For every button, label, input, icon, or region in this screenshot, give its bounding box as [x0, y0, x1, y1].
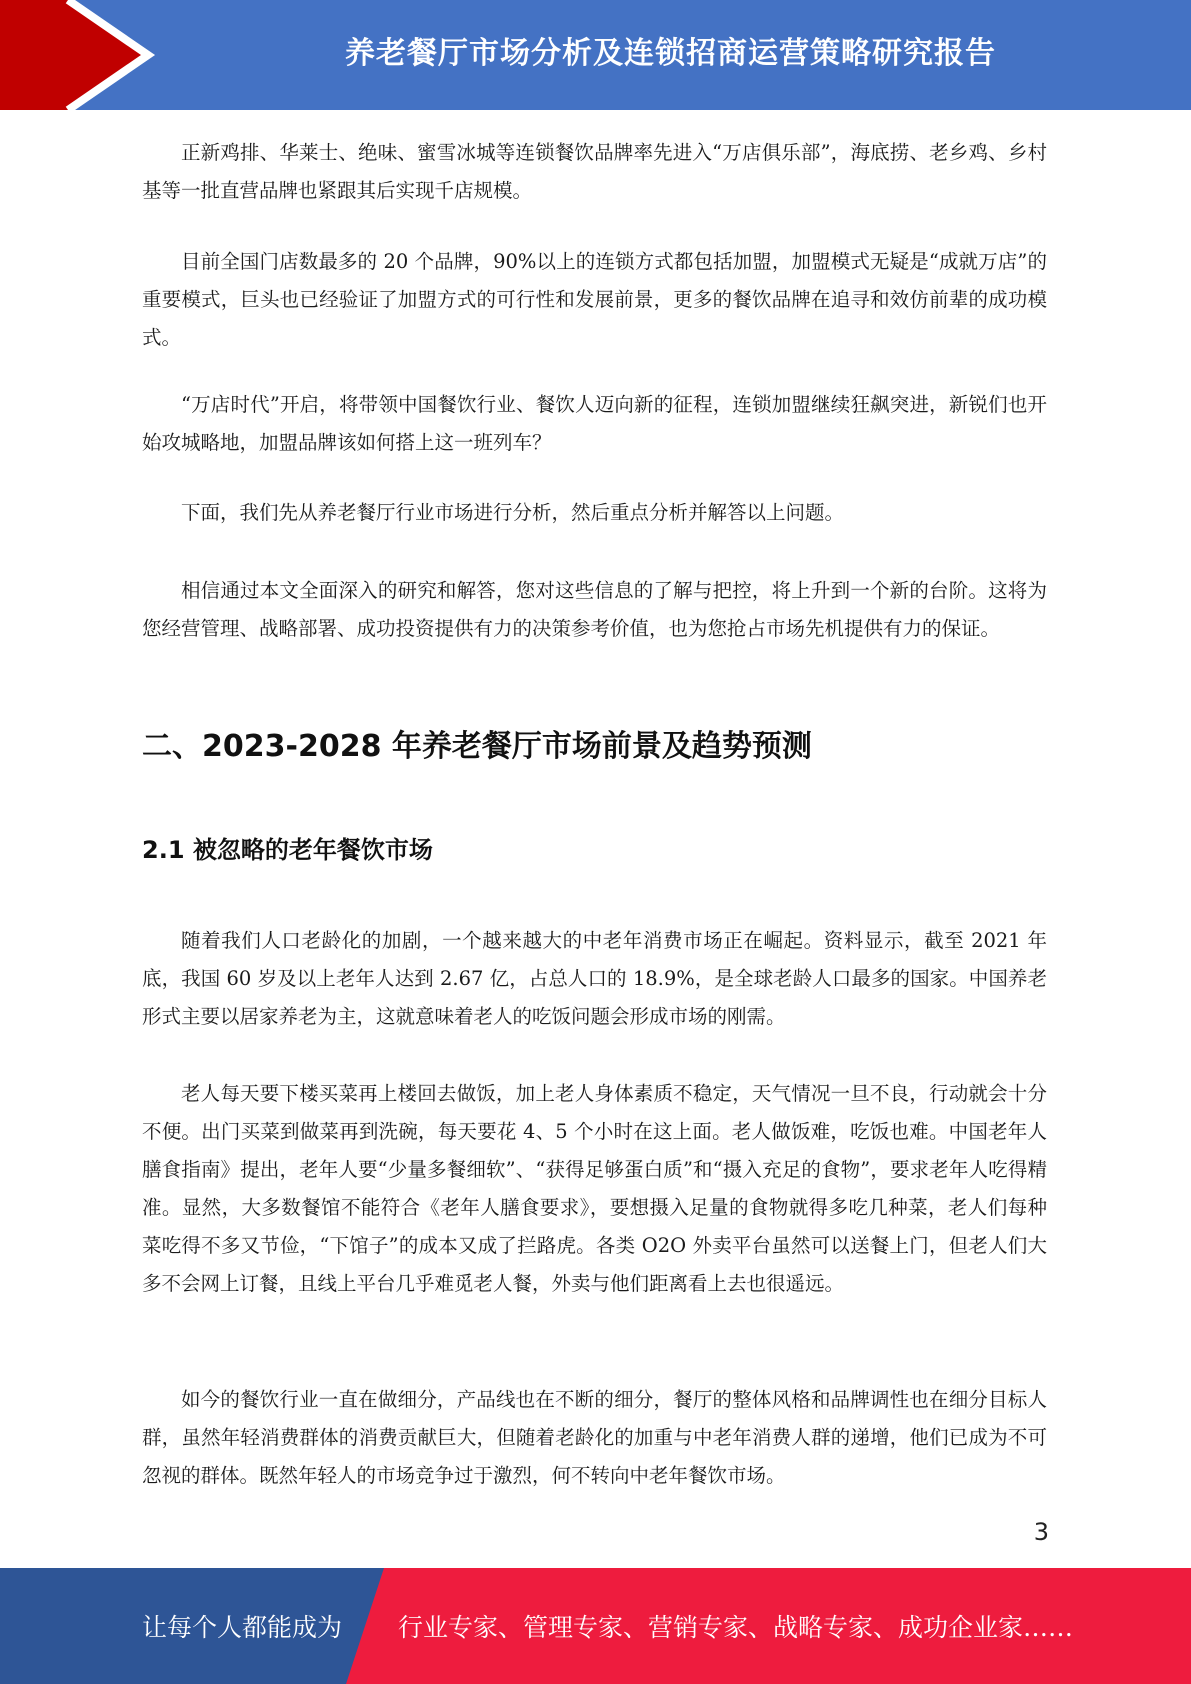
page-footer: [0, 1568, 1191, 1684]
paragraph-3: “万店时代”开启，将带领中国餐饮行业、餐饮人迈向新的征程，连锁加盟继续狂飙突进，新锐们也开始攻城略地，加盟品牌该如何搭上这一班列车？: [142, 393, 1047, 454]
subsection-heading: 2.1 被忽略的老年餐饮市场: [142, 836, 433, 864]
section-paragraph-2: 老人每天要下楼买菜再上楼回去做饭，加上老人身体素质不稳定，天气情况一旦不良，行动就会十分不便。出门买菜到做菜再到洗碗，每天要花 4、5 个小时在这上面。老人做饭难，吃饭也难。中国老年人膳食指南》提出，老年人要“少量多餐细软”、“获得足够蛋白质”和“摄入充足的食物”，要求老年人吃得精准。显然，大多数餐馆不能符合《老年人膳食要求》，要想摄入足量的食物就得多吃几种菜，老人们每种菜吃得不多又节俭，“下馆子”的成本又成了拦路虎。各类 O2O 外卖平台虽然可以送餐上门，但老人们大多不会网上订餐，且线上平台几乎难觅老人餐，外卖与他们距离看上去也很遥远。: [142, 1082, 1047, 1295]
section-paragraph-1: 随着我们人口老龄化的加剧，一个越来越大的中老年消费市场正在崛起。资料显示，截至 2021 年底，我国 60 岁及以上老年人达到 2.67 亿，占总人口的 18.9%，是全球老龄人口最多的国家。中国养老形式主要以居家养老为主，这就意味着老人的吃饭问题会形成市场的刚需。: [142, 929, 1047, 1028]
page-number: 3: [1033, 1518, 1049, 1546]
page-header: [0, 0, 1191, 110]
section-heading: 二、2023-2028 年养老餐厅市场前景及趋势预测: [142, 729, 812, 764]
section-paragraph-3: 如今的餐饮行业一直在做细分，产品线也在不断的细分，餐厅的整体风格和品牌调性也在细分目标人群，虽然年轻消费群体的消费贡献巨大，但随着老龄化的加重与中老年消费人群的递增，他们已成为不可忽视的群体。既然年轻人的市场竞争过于激烈，何不转向中老年餐饮市场。: [142, 1388, 1047, 1487]
footer-slogan-right: 行业专家、管理专家、营销专家、战略专家、成功企业家……: [398, 1613, 1074, 1642]
footer-slogan-left: 让每个人都能成为: [142, 1613, 343, 1642]
paragraph-4: 下面，我们先从养老餐厅行业市场进行分析，然后重点分析并解答以上问题。: [181, 501, 845, 524]
report-title: 养老餐厅市场分析及连锁招商运营策略研究报告: [345, 36, 996, 71]
paragraph-5: 相信通过本文全面深入的研究和解答，您对这些信息的了解与把控，将上升到一个新的台阶。这将为您经营管理、战略部署、成功投资提供有力的决策参考价值，也为您抢占市场先机提供有力的保证。: [142, 579, 1047, 640]
paragraph-1: 正新鸡排、华莱士、绝味、蜜雪冰城等连锁餐饮品牌率先进入“万店俱乐部”，海底捞、老乡鸡、乡村基等一批直营品牌也紧跟其后实现千店规模。: [142, 141, 1047, 202]
paragraph-2: 目前全国门店数最多的 20 个品牌，90%以上的连锁方式都包括加盟，加盟模式无疑是“成就万店”的重要模式，巨头也已经验证了加盟方式的可行性和发展前景，更多的餐饮品牌在追寻和效仿前辈的成功模式。: [142, 250, 1047, 349]
